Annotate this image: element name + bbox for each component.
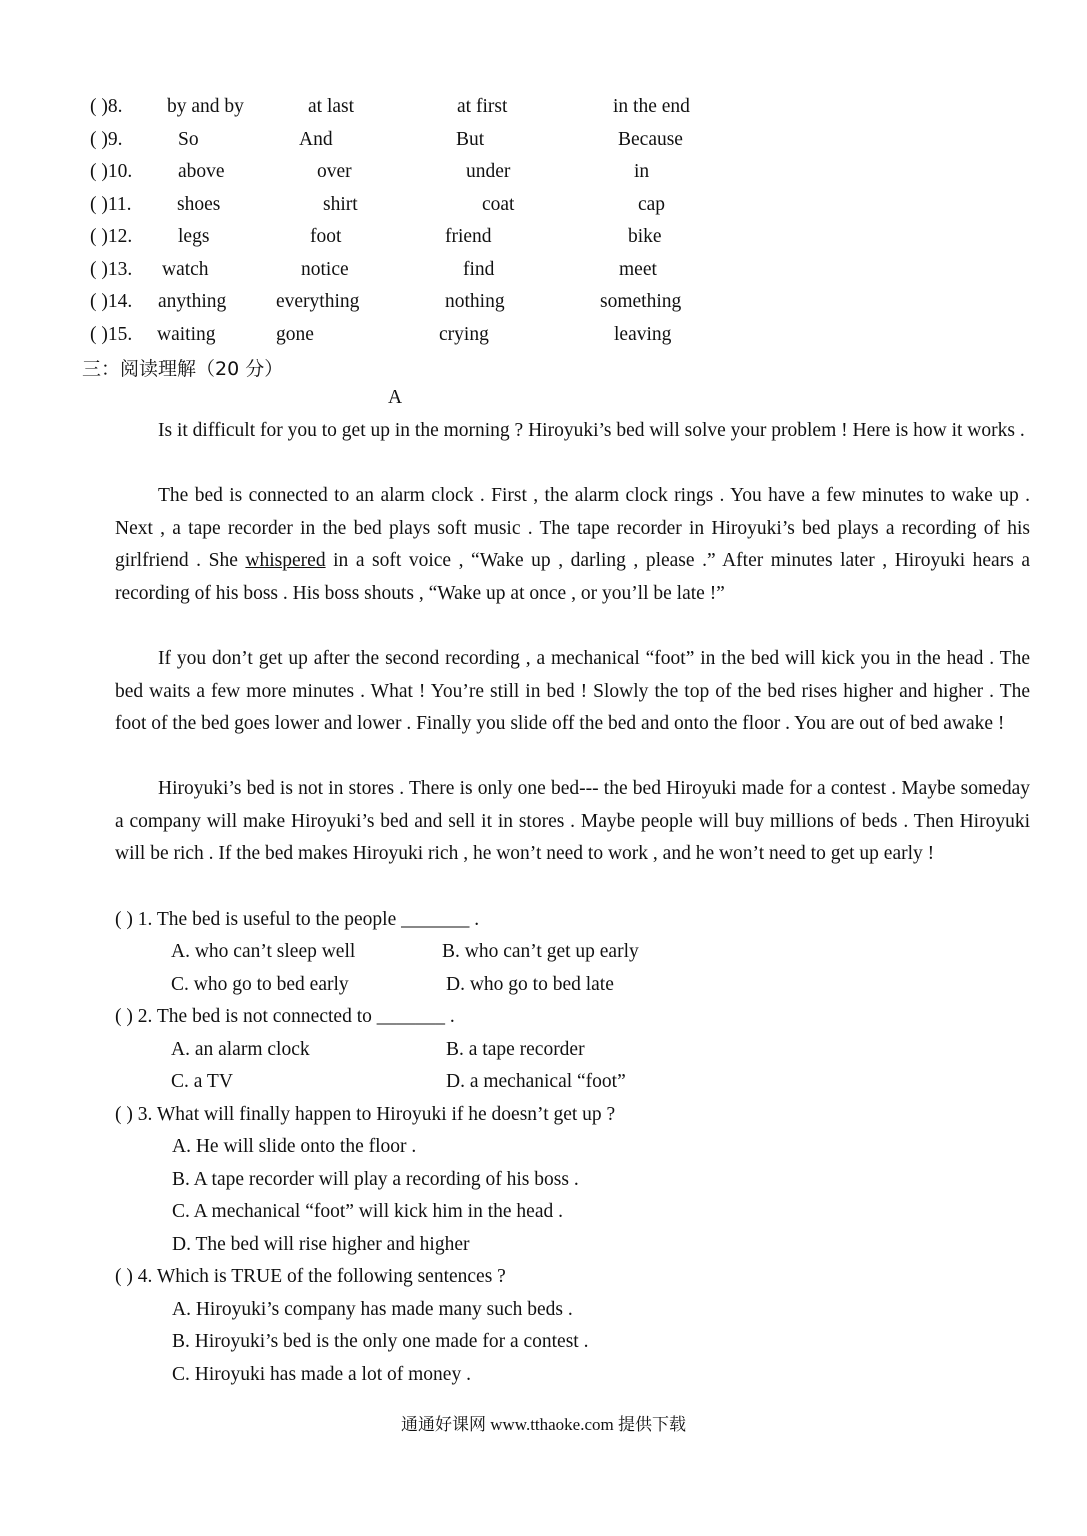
- option-a: A. He will slide onto the floor .: [172, 1136, 417, 1157]
- option-c: find: [463, 259, 495, 280]
- option-d: D. who go to bed late: [446, 974, 614, 995]
- option-c: at first: [457, 96, 508, 117]
- option-c: nothing: [445, 291, 505, 312]
- option-c: friend: [445, 226, 492, 247]
- option-a: So: [178, 129, 199, 150]
- paragraph-text: in a soft voice , “Wake up , darling , please .” After minutes later , Hiroyuki hears a recording of his boss . His boss shouts , “Wake up at once , or you’ll be late !”: [115, 550, 1031, 604]
- option-a: A. who can’t sleep well: [171, 941, 356, 962]
- option-c: crying: [439, 324, 489, 345]
- question-number: ( )15.: [90, 324, 133, 345]
- option-d: Because: [618, 129, 683, 150]
- option-b: B. a tape recorder: [446, 1039, 585, 1060]
- question-number: ( )12.: [90, 226, 133, 247]
- question-stem: ( ) 2. The bed is not connected to _______ .: [115, 1006, 455, 1027]
- option-b: notice: [301, 259, 349, 280]
- option-b: at last: [308, 96, 355, 117]
- question-number: ( )9.: [90, 129, 123, 150]
- option-a: A. an alarm clock: [171, 1039, 310, 1060]
- option-a: anything: [158, 291, 227, 312]
- option-d: leaving: [614, 324, 672, 345]
- passage-label: A: [388, 387, 403, 408]
- option-c: coat: [482, 194, 515, 215]
- question-number: ( )10.: [90, 161, 133, 182]
- option-a: A. Hiroyuki’s company has made many such beds .: [172, 1299, 573, 1320]
- option-d: cap: [638, 194, 666, 215]
- paragraph-text: If you don’t get up after the second recording , a mechanical “foot” in the bed will kick you in the head . The bed waits a few more minutes . What ! You’re still in bed ! Slowly the top of the bed rises higher and higher . The foot of the bed goes lower and lower . Finally you slide off the bed and onto the floor . You are out of bed awake !: [115, 648, 1030, 734]
- option-d: D. a mechanical “foot”: [446, 1071, 626, 1092]
- option-b: B. Hiroyuki’s bed is the only one made for a contest .: [172, 1331, 589, 1352]
- option-c: C. who go to bed early: [171, 974, 349, 995]
- option-a: above: [178, 161, 225, 182]
- option-b: B. A tape recorder will play a recording of his boss .: [172, 1169, 579, 1190]
- option-a: by and by: [167, 96, 244, 117]
- question-number: ( )14.: [90, 291, 133, 312]
- paragraph-text: Hiroyuki’s bed is not in stores . There is only one bed--- the bed Hiroyuki made for a contest . Maybe someday a company will make Hiroyuki’s bed and sell it in stores . Maybe people will buy millions of beds . Then Hiroyuki will be rich . If the bed makes Hiroyuki rich , he won’t need to work , and he won’t need to get up early !: [115, 778, 1030, 864]
- option-b: everything: [276, 291, 360, 312]
- question-number: ( )13.: [90, 259, 133, 280]
- option-c: C. a TV: [171, 1071, 233, 1092]
- passage-paragraph-3: [115, 643, 1030, 741]
- option-c: C. Hiroyuki has made a lot of money .: [172, 1364, 471, 1385]
- underlined-word: whispered: [245, 550, 326, 571]
- option-a: legs: [178, 226, 210, 247]
- question-number: ( )8.: [90, 96, 123, 117]
- option-d: in the end: [613, 96, 690, 117]
- option-c: But: [456, 129, 485, 150]
- paragraph-text: The bed is connected to an alarm clock . First , the alarm clock rings . You have a few minutes to wake up . Next , a tape recorder in the bed plays soft music . The tape recorder in Hiroyuki’s bed plays a recording of his girlfriend . She: [115, 485, 1030, 571]
- option-d: something: [600, 291, 682, 312]
- question-stem: ( ) 1. The bed is useful to the people _______ .: [115, 909, 480, 930]
- option-d: in: [634, 161, 650, 182]
- option-d: D. The bed will rise higher and higher: [172, 1234, 470, 1255]
- option-a: shoes: [177, 194, 221, 215]
- option-b: foot: [310, 226, 342, 247]
- option-b: And: [299, 129, 333, 150]
- option-b: over: [317, 161, 352, 182]
- passage-paragraph-1: [115, 415, 1030, 448]
- option-b: shirt: [323, 194, 358, 215]
- option-b: gone: [276, 324, 314, 345]
- page-footer: 通通好课网 www.tthaoke.com 提供下载: [400, 1415, 687, 1434]
- option-a: waiting: [157, 324, 216, 345]
- option-d: meet: [619, 259, 657, 280]
- option-c: under: [466, 161, 511, 182]
- paragraph-text: Is it difficult for you to get up in the morning ? Hiroyuki’s bed will solve your problem ! Here is how it works .: [158, 420, 1025, 441]
- option-c: C. A mechanical “foot” will kick him in the head .: [172, 1201, 563, 1222]
- passage-paragraph-4: [115, 773, 1030, 871]
- option-b: B. who can’t get up early: [442, 941, 639, 962]
- question-stem: ( ) 3. What will finally happen to Hiroyuki if he doesn’t get up ?: [115, 1104, 616, 1125]
- question-stem: ( ) 4. Which is TRUE of the following sentences ?: [115, 1266, 506, 1287]
- option-d: bike: [628, 226, 662, 247]
- question-number: ( )11.: [90, 194, 132, 215]
- passage-paragraph-2: [115, 480, 1030, 610]
- section-heading: 三：阅读理解（20 分）: [82, 358, 284, 380]
- option-a: watch: [162, 259, 209, 280]
